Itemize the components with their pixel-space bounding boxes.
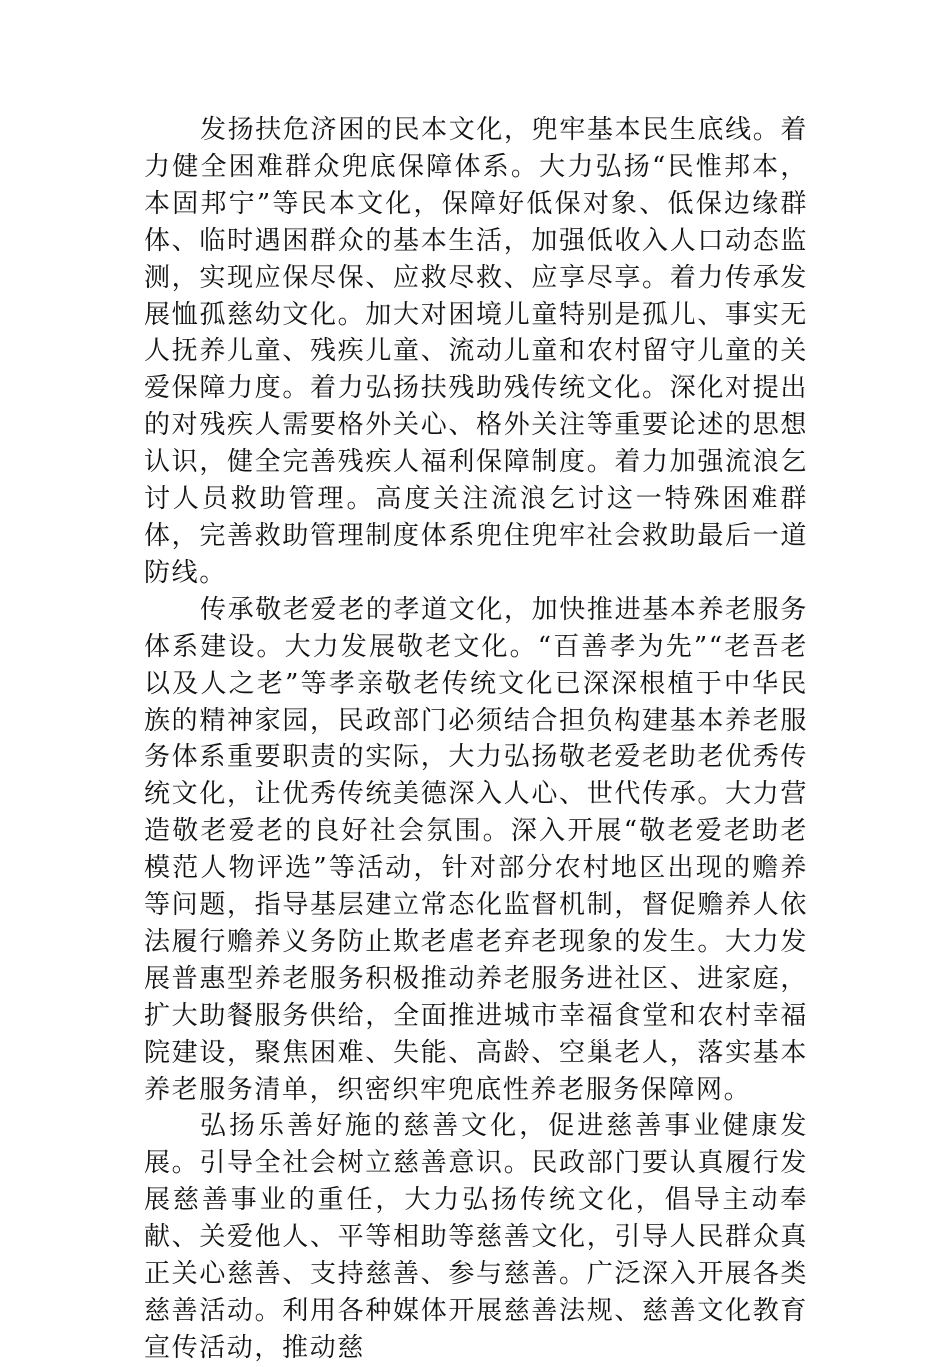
paragraph-elderly-care: 传承敬老爱老的孝道文化，加快推进基本养老服务体系建设。大力发展敬老文化。“百善孝为先”“老吾老以及人之老”等孝亲敬老传统文化已深深根植于中华民族的精神家园，民政部门必须结合担负构建基本养老服务体系重要职责的实际，大力弘扬敬老爱老助老优秀传统文化，让优秀传统美德深入人心、世代传承。大力营造敬老爱老的良好社会氛围。深入开展“敬老爱老助老模范人物评选”等活动，针对部分农村地区出现的赡养等问题，指导基层建立常态化监督机制，督促赡养人依法履行赡养义务防止欺老虐老弃老现象的发生。大力发展普惠型养老服务积极推动养老服务进社区、进家庭，扩大助餐服务供给，全面推进城市幸福食堂和农村幸福院建设，聚焦困难、失能、高龄、空巢老人，落实基本养老服务清单，织密织牢兜底性养老服务保障网。 bbox=[144, 594, 808, 1105]
paragraph-social-assistance: 发扬扶危济困的民本文化，兜牢基本民生底线。着力健全困难群众兜底保障体系。大力弘扬“民惟邦本，本固邦宁”等民本文化，保障好低保对象、低保边缘群体、临时遇困群众的基本生活，加强低收入人口动态监测，实现应保尽保、应救尽救、应享尽享。着力传承发展恤孤慈幼文化。加大对困境儿童特别是孤儿、事实无人抚养儿童、残疾儿童、流动儿童和农村留守儿童的关爱保障力度。着力弘扬扶残助残传统文化。深化对提出的对残疾人需要格外关心、格外关注等重要论述的思想认识，健全完善残疾人福利保障制度。着力加强流浪乞讨人员救助管理。高度关注流浪乞讨这一特殊困难群体，完善救助管理制度体系兜住兜牢社会救助最后一道防线。 bbox=[144, 115, 808, 588]
document-page bbox=[144, 112, 808, 1367]
paragraph-charity: 弘扬乐善好施的慈善文化，促进慈善事业健康发展。引导全社会树立慈善意识。民政部门要认真履行发展慈善事业的重任，大力弘扬传统文化，倡导主动奉献、关爱他人、平等相助等慈善文化，引导人民群众真正关心慈善、支持慈善、参与慈善。广泛深入开展各类慈善活动。利用各种媒体开展慈善法规、慈善文化教育宣传活动，推动慈 bbox=[144, 1111, 808, 1363]
